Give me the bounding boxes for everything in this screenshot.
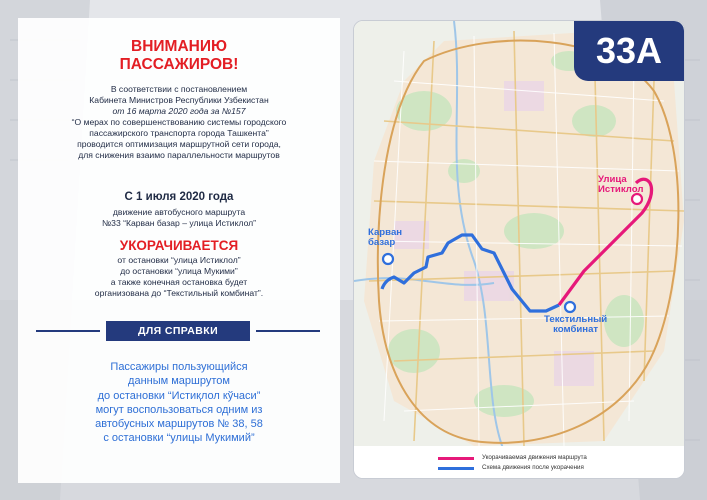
intro-text: В соответствии с постановлением Кабинета Министров Республики Узбекистан от 16 марта 2020 года за №157 “О мерах по совершенствованию системы городского пассажирского транспорта города Ташкента” проводится оптимизация маршрутной сети города, для снижения взаимо параллельности маршрутов (71, 84, 287, 160)
legend-blue-line (438, 467, 474, 470)
stop-description: от остановки “улица Истиклол” до остановки “улица Мукими” а также конечная остановка будет организована до “Текстильный комбинат”. (94, 255, 264, 298)
help-text: Пассажиры пользующийся данным маршрутом до остановки “Истиқлол кўчаси” могут воспользоваться одним из автобусных маршрутов № 38, 58 с остановки “улицы Мукимий” (95, 361, 263, 445)
map-canvas (354, 21, 685, 451)
stop-istiklol-label: Улица Истиклол (598, 174, 644, 195)
effective-date: С 1 июля 2020 года (124, 191, 234, 203)
shortened-notice: УКОРАЧИВАЕТСЯ (119, 238, 239, 253)
stop-karvan-bazar-label: Карван базар (368, 227, 403, 248)
route-description: движение автобусного маршрута №33 “Карван базар – улица Истиклол” (101, 207, 257, 228)
legend-pink-line (438, 457, 474, 460)
notice-headline: ВНИМАНИЮ ПАССАЖИРОВ! (119, 38, 239, 73)
map-legend (354, 446, 685, 479)
stop-textile-label: Текстильный комбинат (544, 314, 608, 335)
legend-after: Схема движения после укорачения (438, 463, 678, 473)
legend-shortened: Укорачиваемая движения маршрута (438, 453, 678, 463)
route-map (353, 20, 685, 479)
reference-banner: ДЛЯ СПРАВКИ (106, 321, 250, 341)
notice-panel (18, 18, 340, 483)
route-number-badge: 33А (574, 21, 684, 81)
